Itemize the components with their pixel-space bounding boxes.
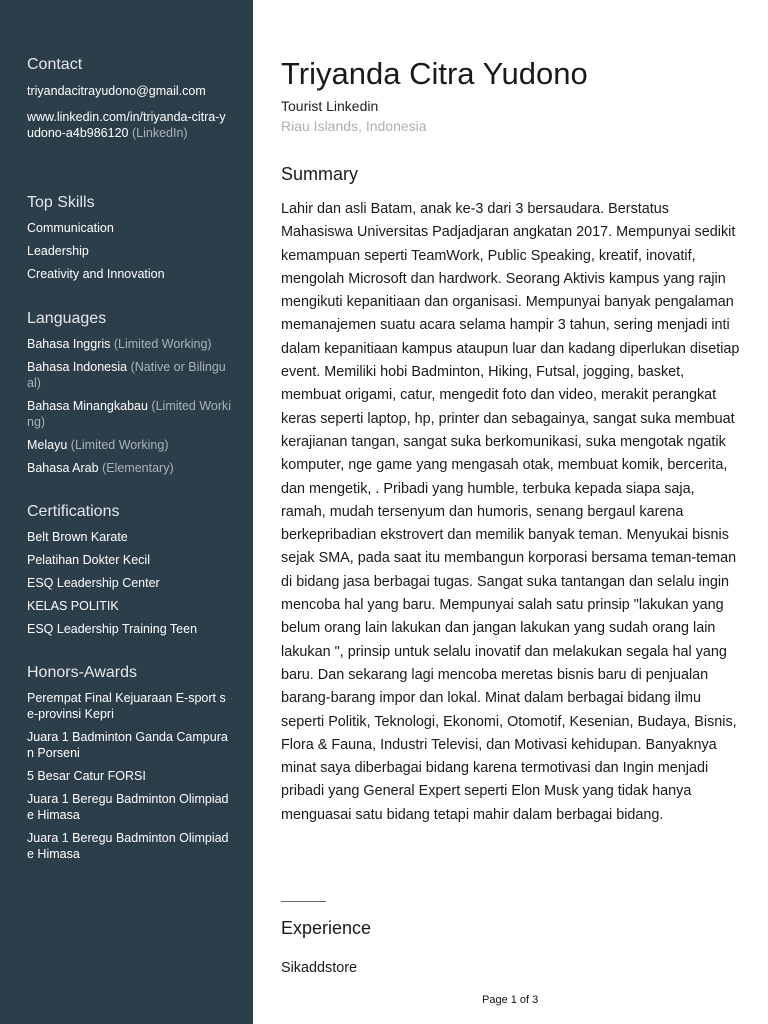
language-level: (Limited Working) <box>27 399 232 429</box>
summary-text: Lahir dan asli Batam, anak ke-3 dari 3 bersaudara. Berstatus Mahasiswa Universitas Padjadjaran angkatan 2017. Mempunyai sedikit kemampuan seperti TeamWork, Public Speaking, kreatif, inovatif, mengolah Microsoft dan hardwork. Seorang Aktivis kampus yang rajin mengikuti kepanitiaan dan organisasi. Mempunyai banyak pengalaman memanajemen suatu acara selama hampir 3 tahun, sering menjadi inti dalam kepanitiaan kampus ataupun luar dan kadang diperlukan disetiap event. Memiliki hobi Badminton, Hiking, Futsal, jogging, basket, membuat origami, catur, mengedit foto dan video, merakit perangkat keras seperti laptop, hp, printer dan sebagainya, sangat suka membuat kerajianan tangan, sangat suka berkomunikasi, suka mengotak ngatik komputer, nge game yang mengasah otak, membuat komik, bercerita, dan mengetik, . Pribadi yang humble, terbuka kepada siapa saja, ramah, mudah tersenyum dan humoris, senang bergaul karena berkepribadian ekstrovert dan memilik banyak teman. Menyukai bisnis sejak SMA, pada saat itu membangun korporasi bersama teman-teman di bidang jasa berbagai tugas. Sangat suka tantangan dan selalu ingin mencoba hal yang baru. Mempunyai salah satu prinsip "lakukan yang belum orang lain lakukan dan jangan lakukan yang sudah orang lain lakukan ", prinsip untuk selalu inovatif dan melakukan segala hal yang baru. Dan sekarang lagi mencoba meretas bisnis baru di penjualan barang-barang impor dan lokal. Minat dalam berbagai bidang ilmu seperti Politik, Teknologi, Ekonomi, Otomotif, Kesenian, Budaya, Bisnis, Flora & Fauna, Industri Televisi, dan Motivasi kehidupan. Banyaknya minat saya diberbagai bidang karena termotivasi dan Ingin menjadi pribadi yang General Expert seperti Elon Musk yang tidak hanya menguasai satu bidang tetapi mahir dalam berbagai bidang. <box>281 201 740 823</box>
experience-heading: Experience <box>281 918 372 938</box>
language-level: (Limited Working) <box>113 337 212 351</box>
sidebar <box>0 0 253 1024</box>
certifications-section <box>27 502 232 637</box>
language-level: (Limited Working) <box>70 438 169 452</box>
honors-heading: Honors-Awards <box>27 664 137 681</box>
language-item <box>27 398 232 430</box>
language-item <box>27 359 232 391</box>
language-item <box>27 437 232 453</box>
honor-item: Juara 1 Beregu Badminton Olimpiade Himasa <box>27 831 229 861</box>
linkedin-label: (LinkedIn) <box>131 126 188 140</box>
certification-item: Pelatihan Dokter Kecil <box>27 553 150 567</box>
language-name: Bahasa Arab <box>27 461 99 475</box>
honors-section <box>27 663 232 862</box>
profile-location: Riau Islands, Indonesia <box>281 118 427 134</box>
linkedin-url[interactable]: www.linkedin.com/in/triyanda-citra-yudono-a4b986120 <box>27 110 226 140</box>
certification-item: ESQ Leadership Center <box>27 576 160 590</box>
language-item <box>27 336 232 352</box>
profile-headline: Tourist Linkedin <box>281 98 379 114</box>
skill-item: Leadership <box>27 244 89 258</box>
top-skills-heading: Top Skills <box>27 194 95 211</box>
language-item <box>27 460 232 476</box>
language-name: Melayu <box>27 438 68 452</box>
honor-item: Juara 1 Badminton Ganda Campuran Porseni <box>27 730 228 760</box>
languages-section <box>27 309 232 476</box>
section-divider <box>281 901 326 902</box>
contact-section <box>27 55 232 141</box>
certification-item: Belt Brown Karate <box>27 530 128 544</box>
page-number: Page 1 of 3 <box>482 994 539 1006</box>
top-skills-section <box>27 193 232 282</box>
certification-item: KELAS POLITIK <box>27 599 119 613</box>
language-name: Bahasa Inggris <box>27 337 111 351</box>
certifications-heading: Certifications <box>27 503 120 520</box>
language-level: (Native or Bilingual) <box>27 360 226 390</box>
language-level: (Elementary) <box>102 461 174 475</box>
email-link[interactable]: triyandacitrayudono@gmail.com <box>27 84 206 98</box>
contact-heading: Contact <box>27 56 83 73</box>
languages-heading: Languages <box>27 310 107 327</box>
certification-item: ESQ Leadership Training Teen <box>27 622 198 636</box>
language-name: Bahasa Minangkabau <box>27 399 148 413</box>
skill-item: Communication <box>27 221 114 235</box>
linkedin-entry[interactable] <box>27 109 232 141</box>
honor-item: Perempat Final Kejuaraan E-sport se-provinsi Kepri <box>27 691 226 721</box>
honor-item: 5 Besar Catur FORSI <box>27 769 146 783</box>
experience-company: Sikaddstore <box>281 960 357 976</box>
honor-item: Juara 1 Beregu Badminton Olimpiade Himasa <box>27 792 229 822</box>
language-name: Bahasa Indonesia <box>27 360 128 374</box>
profile-name: Triyanda Citra Yudono <box>281 56 588 91</box>
summary-heading: Summary <box>281 164 359 184</box>
skill-item: Creativity and Innovation <box>27 267 165 281</box>
